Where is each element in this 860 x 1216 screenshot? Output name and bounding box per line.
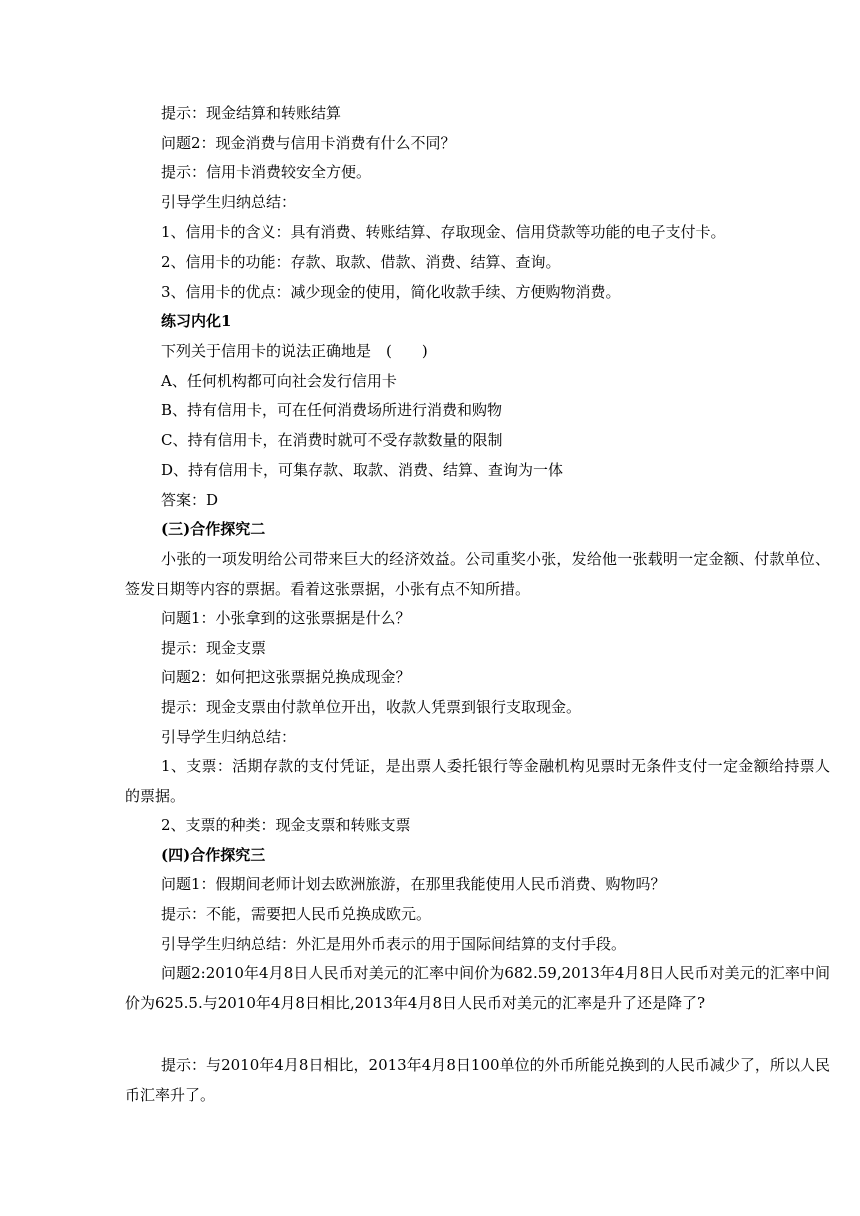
hint-cash-check: 提示：现金支票 — [161, 639, 267, 657]
question-2-exchange-rate: 问题2:2010年4月8日人民币对美元的汇率中间价为682.59,2013年4月8日人民币对美元的汇率中间价为625.5.与2010年4月8日相比,2013年4月8日人民币对美元的汇率是升了还是降了? — [125, 964, 830, 1012]
section-4-heading: (四)合作探究三 — [161, 846, 266, 864]
question-2-exchange: 问题2：如何把这张票据兑换成现金？ — [161, 668, 411, 686]
exercise-question: 下列关于信用卡的说法正确地是 ( ) — [161, 342, 428, 360]
answer: 答案：D — [161, 491, 219, 509]
option-b: B、持有信用卡，可在任何消费场所进行消费和购物 — [161, 401, 503, 419]
story-paragraph: 小张的一项发明给公司带来巨大的经济效益。公司重奖小张，发给他一张载明一定金额、付款单位、签发日期等内容的票据。看着这张票据，小张有点不知所措。 — [125, 550, 830, 598]
option-d: D、持有信用卡，可集存款、取款、消费、结算、查询为一体 — [161, 461, 564, 479]
summary-intro-1: 引导学生归纳总结： — [161, 193, 297, 211]
summary-forex: 引导学生归纳总结：外汇是用外币表示的用于国际间结算的支付手段。 — [161, 935, 627, 953]
section-3-heading: (三)合作探究二 — [161, 520, 266, 538]
credit-card-functions: 2、信用卡的功能：存款、取款、借款、消费、结算、查询。 — [161, 253, 561, 271]
question-1-check: 问题1：小张拿到的这张票据是什么？ — [161, 609, 411, 627]
hint-cash-transfer: 提示：现金结算和转账结算 — [161, 104, 342, 122]
exercise-heading: 练习内化1 — [161, 312, 232, 330]
credit-card-advantages: 3、信用卡的优点：减少现金的使用，简化收款手续、方便购物消费。 — [161, 283, 621, 301]
check-types: 2、支票的种类：现金支票和转账支票 — [161, 816, 411, 834]
hint-check-process: 提示：现金支票由付款单位开出，收款人凭票到银行支取现金。 — [161, 698, 582, 716]
hint-rate-rise: 提示：与2010年4月8日相比，2013年4月8日100单位的外币所能兑换到的人民币减少了，所以人民币汇率升了。 — [125, 1056, 830, 1104]
summary-intro-2: 引导学生归纳总结： — [161, 728, 297, 746]
question-2-consumption: 问题2：现金消费与信用卡消费有什么不同？ — [161, 134, 456, 152]
check-definition: 1、支票：活期存款的支付凭证，是出票人委托银行等金融机构见票时无条件支付一定金额给持票人的票据。 — [125, 757, 830, 805]
option-c: C、持有信用卡，在消费时就可不受存款数量的限制 — [161, 431, 503, 449]
hint-credit-card-safe: 提示：信用卡消费较安全方便。 — [161, 163, 372, 181]
option-a: A、任何机构都可向社会发行信用卡 — [161, 372, 397, 390]
hint-euro: 提示：不能，需要把人民币兑换成欧元。 — [161, 905, 432, 923]
credit-card-definition: 1、信用卡的含义：具有消费、转账结算、存取现金、信用贷款等功能的电子支付卡。 — [161, 223, 726, 241]
question-1-travel: 问题1：假期间老师计划去欧洲旅游，在那里我能使用人民币消费、购物吗？ — [161, 875, 666, 893]
